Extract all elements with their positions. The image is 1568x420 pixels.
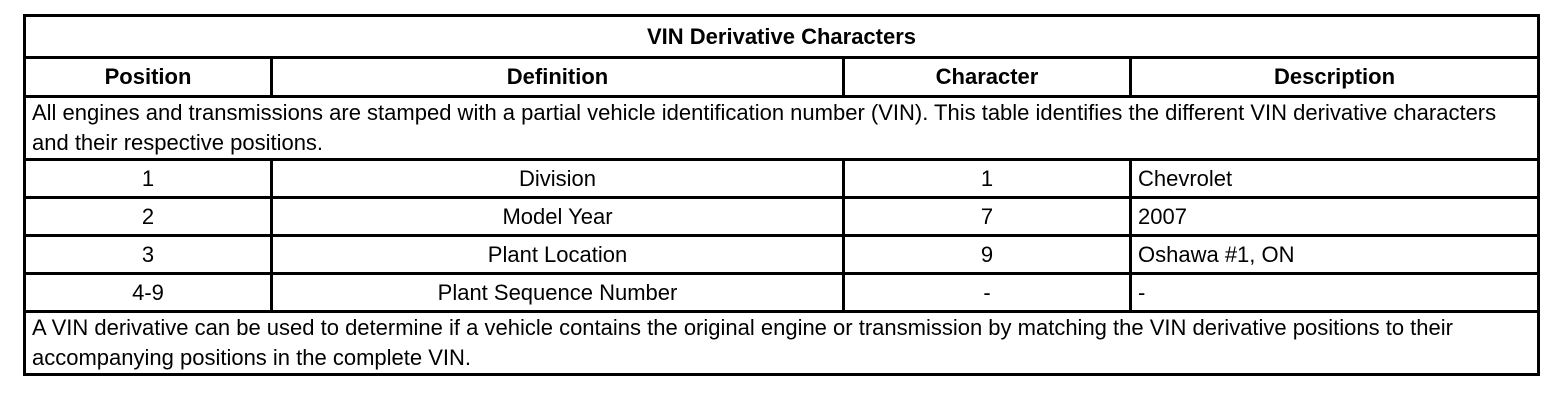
column-header-character: Character: [844, 58, 1131, 97]
description-cell: Oshawa #1, ON: [1131, 236, 1539, 274]
position-cell: 1: [25, 160, 272, 198]
table-row: [25, 160, 1539, 198]
vin-derivative-table: [23, 14, 1540, 376]
column-header-position: Position: [25, 58, 272, 97]
header-row: [25, 58, 1539, 97]
intro-note: All engines and transmissions are stamped with a partial vehicle identification number (VIN). This table identifies the different VIN derivative characters and their respective positions.: [25, 97, 1539, 160]
footer-row: [25, 312, 1539, 375]
definition-cell: Plant Sequence Number: [272, 274, 844, 312]
definition-cell: Plant Location: [272, 236, 844, 274]
title-row: [25, 16, 1539, 58]
position-cell: 4-9: [25, 274, 272, 312]
intro-row: [25, 97, 1539, 160]
description-cell: -: [1131, 274, 1539, 312]
column-header-description: Description: [1131, 58, 1539, 97]
character-cell: -: [844, 274, 1131, 312]
table-title: VIN Derivative Characters: [25, 16, 1539, 58]
definition-cell: Model Year: [272, 198, 844, 236]
table-row: [25, 198, 1539, 236]
position-cell: 3: [25, 236, 272, 274]
position-cell: 2: [25, 198, 272, 236]
column-header-definition: Definition: [272, 58, 844, 97]
character-cell: 1: [844, 160, 1131, 198]
character-cell: 9: [844, 236, 1131, 274]
table-row: [25, 274, 1539, 312]
definition-cell: Division: [272, 160, 844, 198]
description-cell: Chevrolet: [1131, 160, 1539, 198]
footer-note: A VIN derivative can be used to determine if a vehicle contains the original engine or transmission by matching the VIN derivative positions to their accompanying positions in the complete VIN.: [25, 312, 1539, 375]
character-cell: 7: [844, 198, 1131, 236]
description-cell: 2007: [1131, 198, 1539, 236]
table-row: [25, 236, 1539, 274]
